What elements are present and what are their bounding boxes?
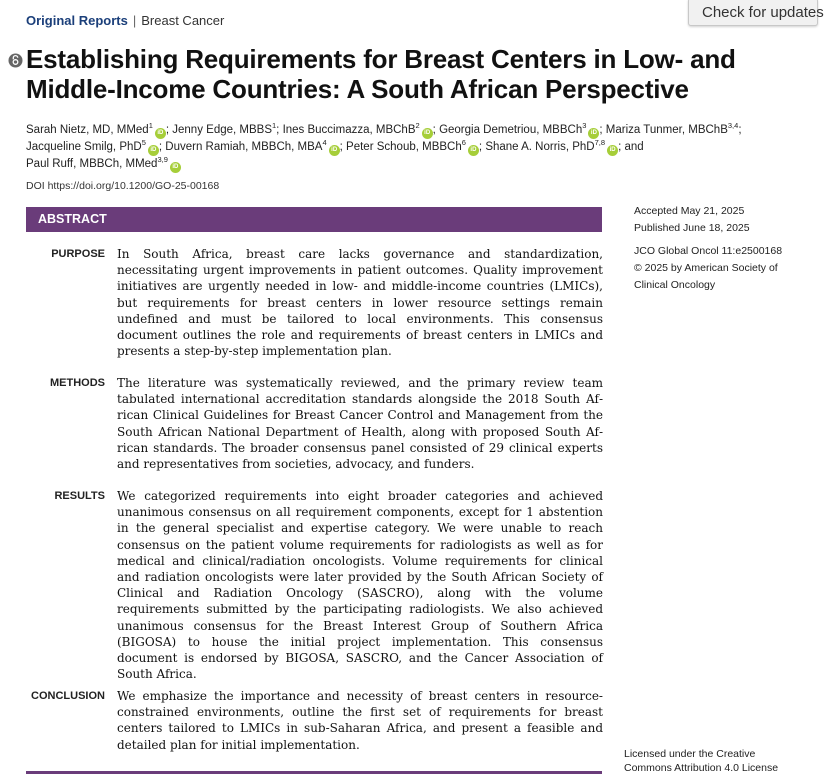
journal-citation: JCO Global Oncol 11:e2500168 <box>634 245 783 257</box>
authors-joiner: and <box>624 141 644 153</box>
open-access-icon <box>8 53 23 68</box>
author-name: Sarah Nietz, MD, MMed <box>26 124 149 136</box>
journal-header <box>26 13 224 28</box>
author-affiliation: 1 <box>272 121 277 131</box>
author-name: Peter Schoub, MBBCh <box>346 141 462 153</box>
author-name: Paul Ruff, MBBCh, MMed <box>26 158 158 170</box>
section-text: We categorized requirements into eight broader categories and achieved unanimous consensus on all requirement components, except for 1 abstention in the general specialist and expertise category. We were unable to reach consensus on the patient volume requirements for radiologists as well as for medical and clinical/radiation oncologists. Volume requirements for clinical and radiation oncologists were later provided by the South African Society of Clinical and Radiation Oncology (SASCRO), along with the volume requirements submitted by the participating radiologists. We also achieved unanimous consensus for the Breast Interest Group of Southern Africa (BIGOSA) to house the initial project implementation. This consensus document is endorsed by BIGOSA, SASCRO, and the Cancer Association of South Africa. <box>117 489 603 682</box>
abstract-heading: ABSTRACT <box>26 207 602 232</box>
author-affiliation: 3 <box>582 121 587 131</box>
author-name: Ines Buccimazza, MBChB <box>282 124 416 136</box>
accepted-date: Accepted May 21, 2025 <box>634 205 745 217</box>
section-label: CONCLUSION <box>31 690 105 702</box>
author-affiliation: 5 <box>141 138 146 148</box>
check-for-updates-button[interactable] <box>688 0 824 26</box>
article-info-sidebar <box>634 203 794 294</box>
author-item: Jacqueline Smilg, PhD$^5$iD ; <box>26 141 165 153</box>
author-item: Mariza Tunmer, MBChB$^{3,4}$; <box>605 121 742 136</box>
orcid-icon[interactable]: iD <box>155 128 166 139</box>
author-list <box>26 122 786 173</box>
bottom-rule <box>26 771 602 774</box>
orcid-icon[interactable]: iD <box>422 128 433 139</box>
author-item: Duvern Ramiah, MBBCh, MBA$^4$iD ; <box>165 141 346 153</box>
author-name: Shane A. Norris, PhD <box>485 141 595 153</box>
author-item: Georgia Demetriou, MBBCh$^3$iD ; <box>439 124 606 136</box>
author-name: Duvern Ramiah, MBBCh, MBA <box>165 141 323 153</box>
article-title: Establishing Requirements for Breast Centers in Low- and Middle-Income Countries: A South African Perspective <box>26 44 736 104</box>
orcid-icon[interactable]: iD <box>468 145 479 156</box>
author-affiliation: 3,4 <box>727 121 739 131</box>
author-affiliation: 6 <box>461 138 466 148</box>
section-label: METHODS <box>50 377 105 389</box>
abstract-section-results <box>0 488 602 682</box>
section-label: PURPOSE <box>51 248 105 260</box>
author-item: Sarah Nietz, MD, MMed$^1$iD ; <box>26 124 172 136</box>
author-item: Peter Schoub, MBBCh$^6$iD ; <box>346 141 485 153</box>
section-text: We emphasize the importance and necessity of breast centers in resource-constrained environments, outline the first set of requirements for breast centers tailored to LMICs in sub-Saharan Africa, and present a feasible and detailed plan for initial implementation. <box>117 689 603 752</box>
header-separator: | <box>132 13 137 28</box>
author-affiliation: 4 <box>322 138 327 148</box>
orcid-icon[interactable]: iD <box>148 145 159 156</box>
author-affiliation: 7,8 <box>594 138 606 148</box>
author-name: Georgia Demetriou, MBBCh <box>439 124 583 136</box>
doi-link[interactable]: DOI https://doi.org/10.1200/GO-25-00168 <box>26 180 220 192</box>
published-date: Published June 18, 2025 <box>634 222 750 234</box>
abstract-section-conclusion <box>0 688 602 753</box>
author-item: Jenny Edge, MBBS$^1$; <box>172 121 283 136</box>
abstract-section-methods <box>0 375 602 472</box>
section-text: In South Africa, breast care lacks governance and standardization, necessitating urgent improvements in patient outcomes. Quality improvement initiatives are urgently needed in low- and middle-income countries (LMICs), but requirements for breast centers in lower resource settings remain undefined and must be tailored to local environments. This consensus document outlines the role and requirements of breast centers in LMICs and presents a step-by-step implementation plan. <box>117 247 603 359</box>
check-for-updates-label: Check for updates <box>702 3 824 21</box>
author-item <box>26 155 181 170</box>
copyright-notice: © 2025 by American Society of Clinical Oncology <box>634 262 778 291</box>
author-affiliation: 2 <box>415 121 420 131</box>
author-item: Shane A. Norris, PhD$^{7,8}$iD ; and <box>485 141 643 153</box>
orcid-icon[interactable]: iD <box>588 128 599 139</box>
author-name: Jacqueline Smilg, PhD <box>26 141 142 153</box>
category-label[interactable]: Breast Cancer <box>141 13 225 28</box>
license-notice[interactable]: Licensed under the Creative Commons Attribution 4.0 License <box>624 748 779 774</box>
orcid-icon[interactable]: iD <box>607 145 618 156</box>
orcid-icon[interactable]: iD <box>170 162 181 173</box>
abstract-section-purpose <box>0 246 602 359</box>
author-affiliation: 3,9 <box>157 155 168 165</box>
author-affiliation: 1 <box>148 121 153 131</box>
author-name: Mariza Tunmer, MBChB <box>605 124 728 136</box>
section-label[interactable]: Original Reports <box>26 13 128 28</box>
orcid-icon[interactable]: iD <box>329 145 340 156</box>
author-name: Jenny Edge, MBBS <box>172 124 272 136</box>
author-item: Ines Buccimazza, MBChB$^2$iD ; <box>283 124 440 136</box>
section-text: The literature was systematically reviewed, and the primary review team tabulated international accreditation standards alongside the 2018 South African Clinical Guidelines for Breast Cancer Control and Management from the South African National Department of Health, along with proposed South African standards. The broader consensus panel consisted of 29 clinical experts and representatives from societies, advocacy, and funders. <box>117 376 603 472</box>
section-label: RESULTS <box>54 490 105 502</box>
